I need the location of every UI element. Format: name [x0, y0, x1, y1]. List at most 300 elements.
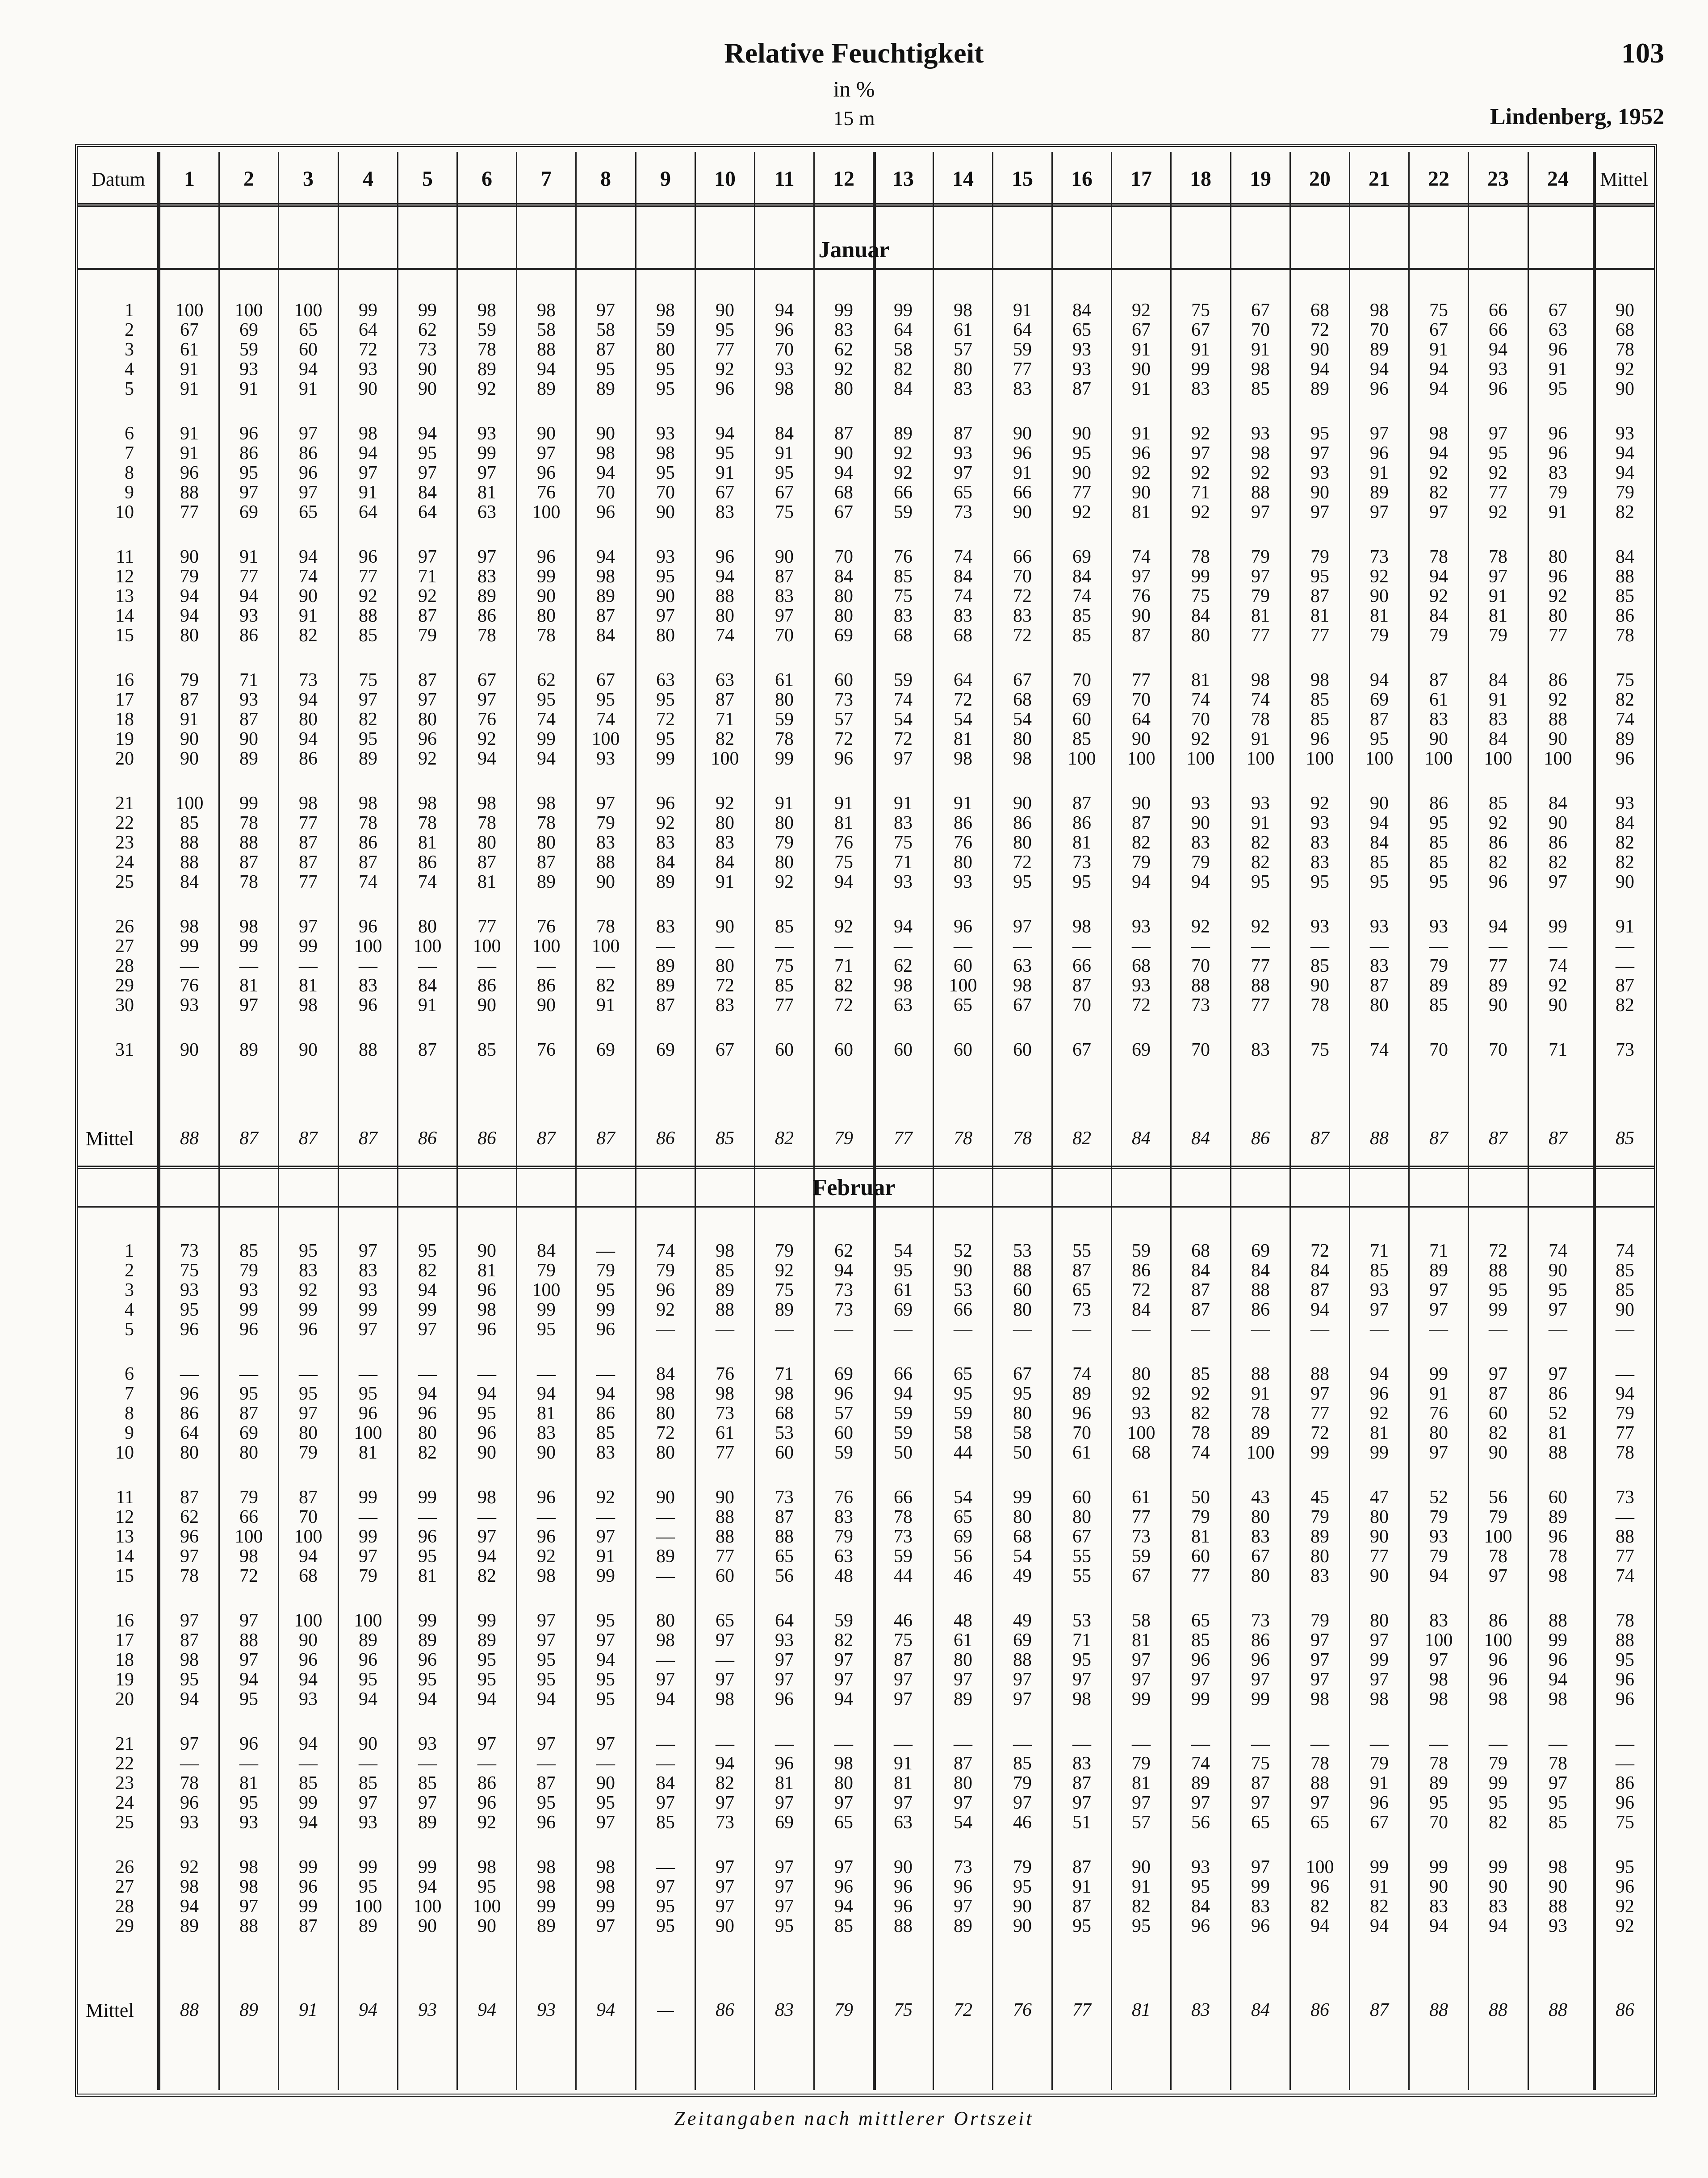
humidity-value: 71: [834, 956, 853, 976]
humidity-value: 82: [1489, 1812, 1507, 1833]
humidity-value: 94: [537, 359, 556, 380]
humidity-value: 50: [1191, 1487, 1210, 1508]
humidity-value: 79: [1013, 1773, 1032, 1793]
humidity-value: 93: [775, 1630, 794, 1651]
humidity-value: 99: [239, 1300, 258, 1320]
humidity-value: 65: [954, 995, 972, 1016]
humidity-value: 90: [775, 547, 794, 567]
daily-mean-value: 85: [1616, 586, 1634, 606]
humidity-value: 97: [775, 1896, 794, 1917]
humidity-value: 85: [299, 1773, 318, 1793]
day-label: 11: [116, 1487, 134, 1508]
humidity-value: 71: [716, 709, 734, 730]
humidity-value: 76: [537, 916, 556, 937]
humidity-value: 98: [477, 1857, 496, 1877]
humidity-value: 83: [299, 1260, 318, 1281]
humidity-value: 67: [180, 320, 199, 340]
humidity-value: 90: [1489, 1877, 1507, 1897]
humidity-value: 100: [532, 1280, 561, 1300]
hourly-mean-value: 85: [716, 1128, 734, 1149]
humidity-value: 90: [1310, 482, 1329, 503]
humidity-value: 96: [834, 1877, 853, 1897]
humidity-value: 60: [1549, 1487, 1567, 1508]
humidity-value: 98: [954, 748, 972, 769]
humidity-value: 95: [775, 1916, 794, 1936]
humidity-value: 76: [1429, 1403, 1448, 1424]
day-label: 1: [125, 1241, 134, 1261]
humidity-value: 76: [716, 1364, 734, 1384]
humidity-value: —: [1132, 1734, 1151, 1754]
humidity-value: 69: [656, 1040, 675, 1060]
hourly-mean-value: 87: [596, 1128, 615, 1149]
humidity-value: 95: [596, 1793, 615, 1813]
humidity-value: 99: [1310, 1442, 1329, 1463]
day-label: 17: [115, 690, 134, 710]
day-label: 29: [115, 1916, 134, 1936]
humidity-value: 80: [537, 832, 556, 853]
humidity-value: 73: [954, 1857, 972, 1877]
humidity-value: 96: [954, 916, 972, 937]
humidity-value: 67: [775, 482, 794, 503]
humidity-value: 80: [418, 916, 437, 937]
humidity-value: 87: [1310, 586, 1329, 606]
humidity-value: 79: [1310, 1507, 1329, 1527]
humidity-value: —: [656, 1319, 675, 1340]
humidity-value: 100: [413, 936, 442, 957]
humidity-value: 92: [180, 1857, 199, 1877]
humidity-value: 62: [894, 956, 913, 976]
humidity-value: 72: [359, 339, 377, 360]
humidity-value: 98: [239, 1546, 258, 1567]
humidity-value: 94: [537, 1384, 556, 1404]
humidity-value: 89: [1251, 1423, 1270, 1443]
humidity-value: 67: [1013, 670, 1032, 690]
humidity-value: 83: [1489, 709, 1507, 730]
humidity-value: 91: [359, 482, 377, 503]
humidity-value: 77: [1191, 1566, 1210, 1586]
humidity-value: 87: [299, 1487, 318, 1508]
humidity-value: 90: [656, 502, 675, 523]
humidity-value: 97: [1310, 502, 1329, 523]
humidity-value: 81: [477, 1260, 496, 1281]
humidity-value: 77: [716, 339, 734, 360]
humidity-value: 85: [1072, 625, 1091, 646]
humidity-value: 87: [537, 1773, 556, 1793]
humidity-value: 75: [1191, 300, 1210, 321]
humidity-value: 83: [954, 379, 972, 399]
humidity-value: 95: [1549, 379, 1567, 399]
hour-header: 24: [1547, 167, 1569, 191]
humidity-value: 93: [954, 872, 972, 892]
humidity-value: 92: [1191, 502, 1210, 523]
humidity-value: 88: [1251, 1280, 1270, 1300]
humidity-value: 97: [596, 300, 615, 321]
daily-mean-value: 74: [1616, 1566, 1634, 1586]
day-label: 14: [115, 1546, 134, 1567]
humidity-value: 93: [1251, 793, 1270, 814]
humidity-value: 83: [894, 813, 913, 833]
humidity-value: 80: [716, 606, 734, 626]
humidity-value: 96: [299, 1877, 318, 1897]
humidity-value: 59: [1013, 339, 1032, 360]
humidity-value: 95: [1549, 1280, 1567, 1300]
day-label: 24: [115, 1793, 134, 1813]
hour-header: 1: [184, 167, 195, 191]
humidity-value: 97: [1370, 1300, 1389, 1320]
humidity-value: 83: [1310, 832, 1329, 853]
humidity-value: 81: [1132, 1630, 1151, 1651]
humidity-value: 85: [359, 625, 377, 646]
daily-mean-value: 96: [1616, 1877, 1634, 1897]
humidity-value: 89: [1310, 1526, 1329, 1547]
humidity-value: 96: [894, 1896, 913, 1917]
humidity-value: —: [1013, 1319, 1032, 1340]
humidity-value: 83: [834, 1507, 853, 1527]
humidity-value: 95: [477, 1669, 496, 1690]
humidity-value: 72: [834, 995, 853, 1016]
humidity-value: 91: [1013, 463, 1032, 483]
humidity-value: 92: [477, 729, 496, 749]
humidity-value: 47: [1370, 1487, 1389, 1508]
station-height: 15 m: [833, 107, 875, 130]
humidity-value: 52: [1549, 1403, 1567, 1424]
humidity-value: 95: [1072, 872, 1091, 892]
daily-mean-value: 96: [1616, 1689, 1634, 1710]
humidity-value: 64: [1013, 320, 1032, 340]
humidity-value: 80: [1310, 1546, 1329, 1567]
day-label: 5: [125, 1319, 134, 1340]
humidity-value: 97: [1429, 502, 1448, 523]
humidity-value: 96: [1132, 443, 1151, 464]
daily-mean-value: 88: [1616, 1630, 1634, 1651]
humidity-value: 96: [299, 1319, 318, 1340]
humidity-value: 86: [299, 748, 318, 769]
day-label: 8: [125, 463, 134, 483]
humidity-value: 79: [1191, 1507, 1210, 1527]
humidity-value: —: [1310, 1734, 1329, 1754]
humidity-value: 93: [239, 606, 258, 626]
day-label: 5: [125, 379, 134, 399]
humidity-value: 99: [359, 1300, 377, 1320]
humidity-value: 87: [894, 1650, 913, 1670]
humidity-value: 90: [1072, 423, 1091, 444]
humidity-value: 85: [775, 975, 794, 996]
humidity-value: 90: [418, 379, 437, 399]
humidity-value: —: [1013, 936, 1032, 957]
humidity-value: 97: [834, 1857, 853, 1877]
humidity-value: 73: [834, 1300, 853, 1320]
humidity-value: 94: [1549, 1669, 1567, 1690]
humidity-value: 75: [359, 670, 377, 690]
humidity-value: 89: [656, 1546, 675, 1567]
humidity-value: 85: [477, 1040, 496, 1060]
humidity-value: 93: [1251, 423, 1270, 444]
day-label: 15: [115, 1566, 134, 1586]
humidity-value: 72: [1310, 1241, 1329, 1261]
humidity-value: 86: [239, 625, 258, 646]
humidity-value: 94: [1429, 359, 1448, 380]
humidity-value: 97: [1489, 423, 1507, 444]
humidity-value: 99: [1429, 1364, 1448, 1384]
humidity-value: 91: [1549, 359, 1567, 380]
humidity-value: 88: [1489, 1260, 1507, 1281]
humidity-value: 68: [299, 1566, 318, 1586]
humidity-value: 75: [894, 586, 913, 606]
daily-mean-value: 94: [1616, 1384, 1634, 1404]
humidity-value: 91: [954, 793, 972, 814]
humidity-value: 74: [1132, 547, 1151, 567]
day-label: 13: [115, 1526, 134, 1547]
humidity-value: 98: [359, 423, 377, 444]
humidity-value: 85: [1429, 832, 1448, 853]
daily-mean-value: 90: [1616, 1300, 1634, 1320]
humidity-value: 87: [1072, 1260, 1091, 1281]
humidity-value: 100: [1484, 748, 1512, 769]
humidity-value: 100: [711, 748, 739, 769]
humidity-value: 70: [834, 547, 853, 567]
humidity-value: 96: [180, 1384, 199, 1404]
humidity-value: 73: [716, 1403, 734, 1424]
humidity-value: 100: [1127, 748, 1155, 769]
humidity-value: 53: [954, 1280, 972, 1300]
humidity-value: 95: [656, 379, 675, 399]
humidity-value: 98: [239, 916, 258, 937]
humidity-value: —: [239, 1364, 258, 1384]
humidity-value: 83: [1429, 1610, 1448, 1631]
humidity-value: 96: [180, 1319, 199, 1340]
humidity-value: 99: [477, 443, 496, 464]
humidity-value: 97: [1251, 1857, 1270, 1877]
humidity-value: 89: [1489, 975, 1507, 996]
humidity-value: 97: [418, 1793, 437, 1813]
humidity-value: 97: [596, 793, 615, 814]
humidity-value: 83: [954, 606, 972, 626]
hourly-mean-value: 87: [1370, 2000, 1389, 2020]
humidity-value: 83: [1489, 1896, 1507, 1917]
humidity-value: 87: [954, 423, 972, 444]
humidity-value: 91: [1251, 813, 1270, 833]
humidity-value: 100: [1246, 748, 1275, 769]
humidity-value: 78: [894, 1507, 913, 1527]
humidity-value: 87: [1191, 1280, 1210, 1300]
humidity-value: 81: [1370, 1423, 1389, 1443]
humidity-value: 97: [239, 1650, 258, 1670]
humidity-value: 80: [1013, 1300, 1032, 1320]
humidity-value: 64: [359, 320, 377, 340]
humidity-value: 77: [359, 566, 377, 587]
humidity-value: 87: [537, 852, 556, 873]
humidity-value: 90: [1310, 339, 1329, 360]
month-title: Februar: [812, 1175, 896, 1200]
day-label: 18: [115, 1650, 134, 1670]
humidity-value: 70: [1072, 670, 1091, 690]
humidity-value: 65: [1072, 320, 1091, 340]
humidity-value: 96: [1549, 1650, 1567, 1670]
humidity-value: 86: [1549, 670, 1567, 690]
humidity-value: 88: [1251, 1364, 1270, 1384]
humidity-value: 72: [1013, 586, 1032, 606]
humidity-value: —: [656, 1857, 675, 1877]
humidity-value: 90: [1013, 502, 1032, 523]
humidity-value: 61: [775, 670, 794, 690]
humidity-value: 97: [1370, 1630, 1389, 1651]
day-label: 12: [115, 566, 134, 587]
humidity-value: 84: [834, 566, 853, 587]
humidity-value: 55: [1072, 1241, 1091, 1261]
humidity-value: 90: [1549, 995, 1567, 1016]
humidity-value: —: [1191, 1319, 1210, 1340]
humidity-value: 96: [1310, 1877, 1329, 1897]
humidity-value: 44: [954, 1442, 972, 1463]
humidity-value: 89: [954, 1916, 972, 1936]
humidity-value: 99: [359, 1526, 377, 1547]
humidity-value: 79: [1429, 1507, 1448, 1527]
humidity-value: 69: [1072, 547, 1091, 567]
humidity-value: 95: [656, 690, 675, 710]
hourly-mean-value: 87: [299, 1128, 318, 1149]
humidity-value: 86: [537, 975, 556, 996]
humidity-value: 56: [775, 1566, 794, 1586]
humidity-value: —: [656, 1526, 675, 1547]
humidity-value: 90: [537, 423, 556, 444]
hour-header: 17: [1130, 167, 1152, 191]
humidity-value: 96: [1489, 872, 1507, 892]
humidity-value: 98: [716, 1384, 734, 1404]
humidity-value: 93: [656, 547, 675, 567]
hour-header: 16: [1071, 167, 1093, 191]
humidity-value: —: [656, 1566, 675, 1586]
humidity-value: —: [239, 956, 258, 976]
humidity-value: 97: [418, 547, 437, 567]
humidity-value: 48: [834, 1566, 853, 1586]
humidity-value: 90: [1072, 463, 1091, 483]
humidity-value: 93: [1132, 975, 1151, 996]
day-label: 20: [115, 1689, 134, 1710]
humidity-value: 83: [1310, 852, 1329, 873]
humidity-value: 92: [477, 1812, 496, 1833]
page-title: Relative Feuchtigkeit: [724, 37, 984, 69]
humidity-value: 97: [1370, 502, 1389, 523]
humidity-value: 97: [716, 1877, 734, 1897]
humidity-value: 94: [596, 463, 615, 483]
hour-header: 13: [892, 167, 914, 191]
humidity-value: 87: [716, 690, 734, 710]
daily-mean-value: 94: [1616, 443, 1634, 464]
humidity-value: 82: [596, 975, 615, 996]
humidity-value: 79: [239, 1260, 258, 1281]
humidity-value: 89: [656, 956, 675, 976]
humidity-value: 77: [1251, 956, 1270, 976]
humidity-value: 89: [1549, 1507, 1567, 1527]
humidity-value: 79: [596, 1260, 615, 1281]
humidity-value: 79: [1370, 625, 1389, 646]
humidity-value: 97: [1251, 1669, 1270, 1690]
humidity-value: 63: [834, 1546, 853, 1567]
daily-mean-value: 93: [1616, 423, 1634, 444]
humidity-value: —: [775, 1734, 794, 1754]
humidity-value: 81: [1310, 606, 1329, 626]
humidity-value: 66: [1072, 956, 1091, 976]
humidity-value: 71: [775, 1364, 794, 1384]
humidity-value: 90: [1489, 995, 1507, 1016]
day-label: 9: [125, 1423, 134, 1443]
humidity-value: 61: [954, 320, 972, 340]
humidity-value: 78: [1310, 1753, 1329, 1774]
humidity-value: 92: [1429, 463, 1448, 483]
daily-mean-value: 85: [1616, 1280, 1634, 1300]
humidity-value: 98: [180, 916, 199, 937]
humidity-value: 86: [1489, 1610, 1507, 1631]
hourly-mean-value: 75: [894, 2000, 913, 2020]
humidity-value: 90: [1549, 1260, 1567, 1281]
humidity-value: 98: [1310, 1689, 1329, 1710]
humidity-value: 79: [1429, 1546, 1448, 1567]
humidity-value: 97: [1310, 1669, 1329, 1690]
humidity-value: 91: [1072, 1877, 1091, 1897]
hourly-mean-value: 88: [1370, 1128, 1389, 1149]
humidity-value: 76: [1132, 586, 1151, 606]
humidity-value: 90: [1132, 1857, 1151, 1877]
daily-mean-value: 82: [1616, 852, 1634, 873]
hour-header: 8: [600, 167, 611, 191]
humidity-value: 95: [359, 1877, 377, 1897]
humidity-value: 83: [716, 995, 734, 1016]
humidity-value: 85: [1370, 1260, 1389, 1281]
humidity-value: 92: [1191, 916, 1210, 937]
day-label: 4: [125, 1300, 134, 1320]
humidity-value: 54: [894, 1241, 913, 1261]
humidity-value: 85: [180, 813, 199, 833]
humidity-value: 65: [954, 1364, 972, 1384]
humidity-value: —: [477, 1753, 496, 1774]
hourly-mean-value: 93: [537, 2000, 556, 2020]
humidity-value: 81: [1191, 670, 1210, 690]
daily-mean-value: 79: [1616, 1403, 1634, 1424]
humidity-value: —: [656, 1753, 675, 1774]
humidity-value: 78: [775, 729, 794, 749]
humidity-value: —: [418, 956, 437, 976]
humidity-value: 85: [1489, 793, 1507, 814]
humidity-value: 89: [477, 359, 496, 380]
humidity-value: 95: [1191, 1877, 1210, 1897]
humidity-value: 77: [1310, 1403, 1329, 1424]
humidity-value: 97: [894, 748, 913, 769]
humidity-value: 99: [775, 748, 794, 769]
date-header: Datum: [92, 168, 145, 190]
humidity-value: 82: [1251, 852, 1270, 873]
humidity-value: 97: [1429, 1300, 1448, 1320]
humidity-value: 98: [1429, 1669, 1448, 1690]
humidity-value: 96: [954, 1877, 972, 1897]
humidity-value: 74: [894, 690, 913, 710]
humidity-value: 82: [1132, 832, 1151, 853]
humidity-value: 95: [537, 690, 556, 710]
humidity-value: 87: [1251, 1773, 1270, 1793]
humidity-value: 88: [1013, 1650, 1032, 1670]
humidity-value: 69: [834, 625, 853, 646]
station-name: Lindenberg, 1952: [1490, 104, 1664, 130]
humidity-value: 70: [1072, 1423, 1091, 1443]
humidity-value: 68: [894, 625, 913, 646]
humidity-value: 79: [180, 670, 199, 690]
humidity-value: 80: [299, 1423, 318, 1443]
humidity-value: 88: [1251, 975, 1270, 996]
humidity-value: 78: [477, 339, 496, 360]
humidity-value: 94: [180, 586, 199, 606]
humidity-value: —: [1429, 1734, 1448, 1754]
humidity-value: 84: [1132, 1300, 1151, 1320]
humidity-value: 82: [418, 1442, 437, 1463]
